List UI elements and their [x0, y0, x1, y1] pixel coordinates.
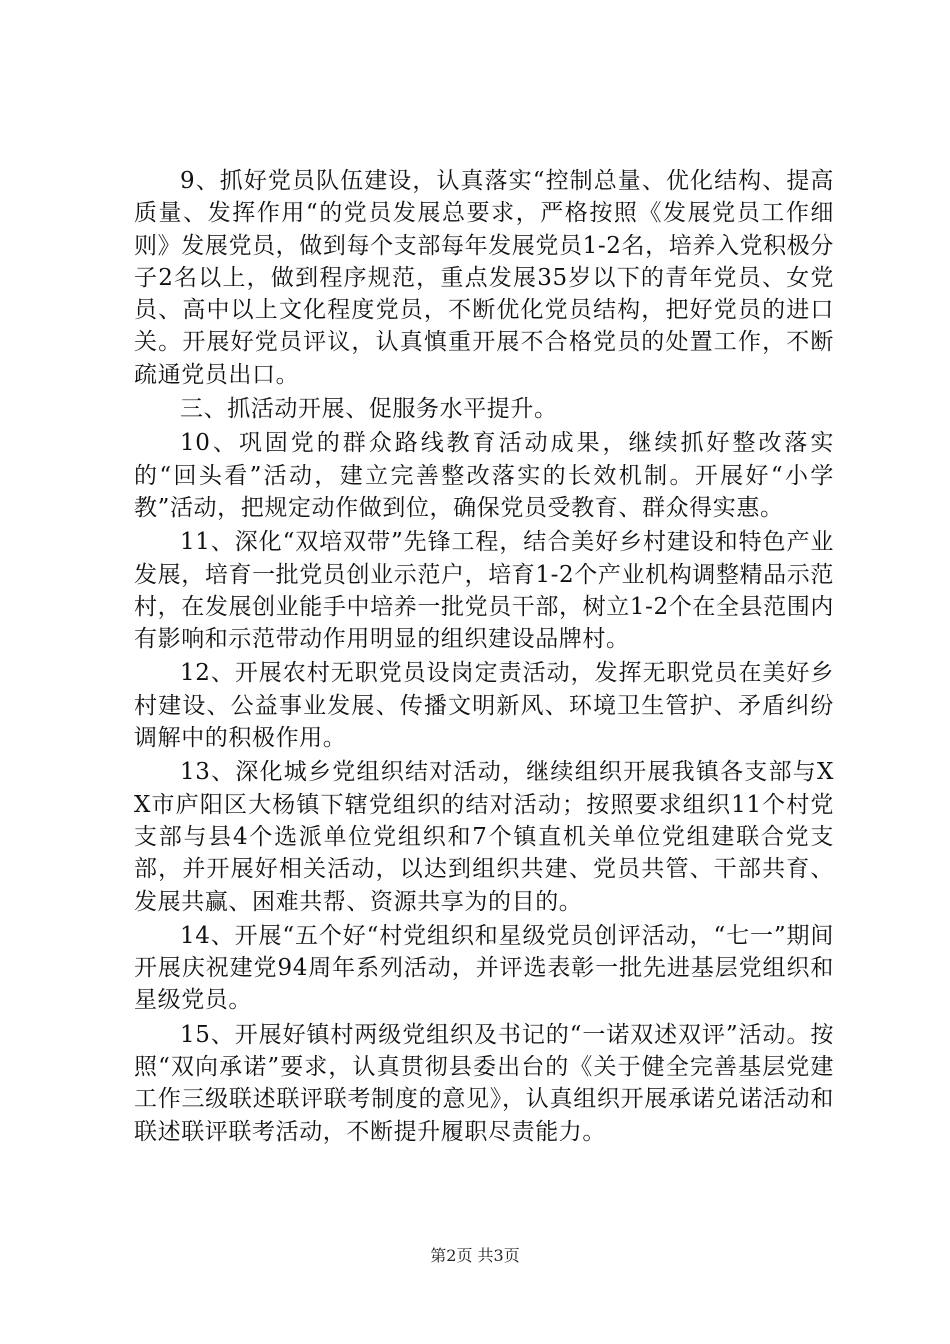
paragraph-item-9: 9、抓好党员队伍建设，认真落实“控制总量、优化结构、提高质量、发挥作用“的党员发展总要求，严格按照《发展党员工作细则》发展党员，做到每个支部每年发展党员1-2名，培养入党积极分子2名以上，做到程序规范，重点发展35岁以下的青年党员、女党员、高中以上文化程度党员，不断优化党员结构，把好党员的进口关。开展好党员评议，认真慎重开展不合格党员的处置工作，不断疏通党员出口。	[134, 168, 834, 388]
paragraph-item-14: 14、开展“五个好“村党组织和星级党员创评活动，“七一”期间开展庆祝建党94周年系列活动，并评选表彰一批先进基层党组织和星级党员。	[134, 922, 834, 1014]
paragraph-item-11: 11、深化“双培双带”先锋工程，结合美好乡村建设和特色产业发展，培育一批党员创业示范户，培育1-2个产业机构调整精品示范村，在发展创业能手中培养一批党员干部，树立1-2个在全县范围内有影响和示范带动作用明显的组织建设品牌村。	[134, 529, 834, 653]
page-number-footer: 第2页 共3页	[430, 1246, 520, 1265]
paragraph-item-13: 13、深化城乡党组织结对活动，继续组织开展我镇各支部与XX市庐阳区大杨镇下辖党组织的结对活动；按照要求组织11个村党支部与县4个选派单位党组织和7个镇直机关单位党组建联合党支部，并开展好相关活动，以达到组织共建、党员共管、干部共育、发展共赢、困难共帮、资源共享为的目的。	[134, 759, 834, 915]
paragraph-item-12: 12、开展农村无职党员设岗定责活动，发挥无职党员在美好乡村建设、公益事业发展、传播文明新风、环境卫生管护、矛盾纠纷调解中的积极作用。	[134, 660, 834, 752]
paragraph-item-10: 10、巩固党的群众路线教育活动成果，继续抓好整改落实的“回头看”活动，建立完善整改落实的长效机制。开展好“小学教”活动，把规定动作做到位，确保党员受教育、群众得实惠。	[134, 430, 834, 521]
paragraph-item-15: 15、开展好镇村两级党组织及书记的“一诺双述双评”活动。按照“双向承诺”要求，认真贯彻县委出台的《关于健全完善基层党建工作三级联述联评联考制度的意见》，认真组织开展承诺兑诺活动和联述联评联考活动，不断提升履职尽责能力。	[134, 1021, 834, 1145]
document-body	[134, 165, 834, 1150]
section-heading-3: 三、抓活动开展、促服务水平提升。	[180, 396, 558, 423]
